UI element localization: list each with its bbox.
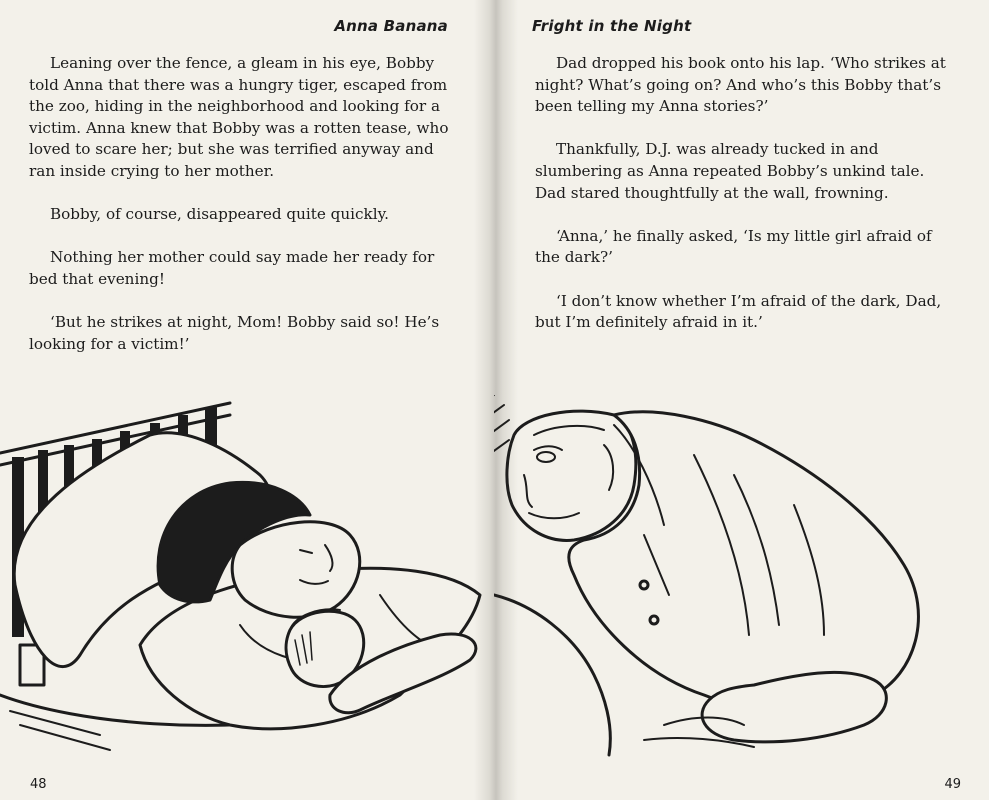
left-page-text [29,53,449,377]
paragraph: Leaning over the fence, a gleam in his eye, Bobby told Anna that there was a hungry tiger, escaped from the zoo, hiding in the neighborhood and looking for a victim. Anna knew that Bobby was a rotten tease, who loved to scare her; but she was terrified anyway and ran inside crying to her mother. [29,54,449,180]
running-head-right: Fright in the Night [532,17,692,35]
paragraph: Nothing her mother could say made her ready for bed that evening! [29,248,435,288]
running-head-left: Anna Banana [334,17,448,35]
girl-face [232,522,360,617]
paragraph: ‘But he strikes at night, Mom! Bobby said so! He’s looking for a victim!’ [29,313,440,353]
page-number-right: 49 [944,777,961,792]
page-number-left: 48 [30,777,47,792]
paragraph: ‘Anna,’ he finally asked, ‘Is my little girl afraid of the dark?’ [535,226,932,267]
right-page-text [535,53,953,355]
paragraph: ‘I don’t know whether I’m afraid of the dark, Dad, but I’m definitely afraid in it.’ [535,291,942,332]
dad-head [507,411,636,540]
left-page [0,0,494,800]
illustration-dad-leaning [494,395,989,775]
paragraph: Dad dropped his book onto his lap. ‘Who strikes at night? What’s going on? And who’s this Bobby that’s been telling my Anna stories?’ [535,54,946,116]
illustration-girl-in-bed [0,395,494,770]
right-page [494,0,989,800]
paragraph: Bobby, of course, disappeared quite quickly. [50,205,389,224]
paragraph: Thankfully, D.J. was already tucked in and slumbering as Anna repeated Bobby’s unkind tale. Dad stared thoughtfully at the wall, frowning. [535,140,925,202]
